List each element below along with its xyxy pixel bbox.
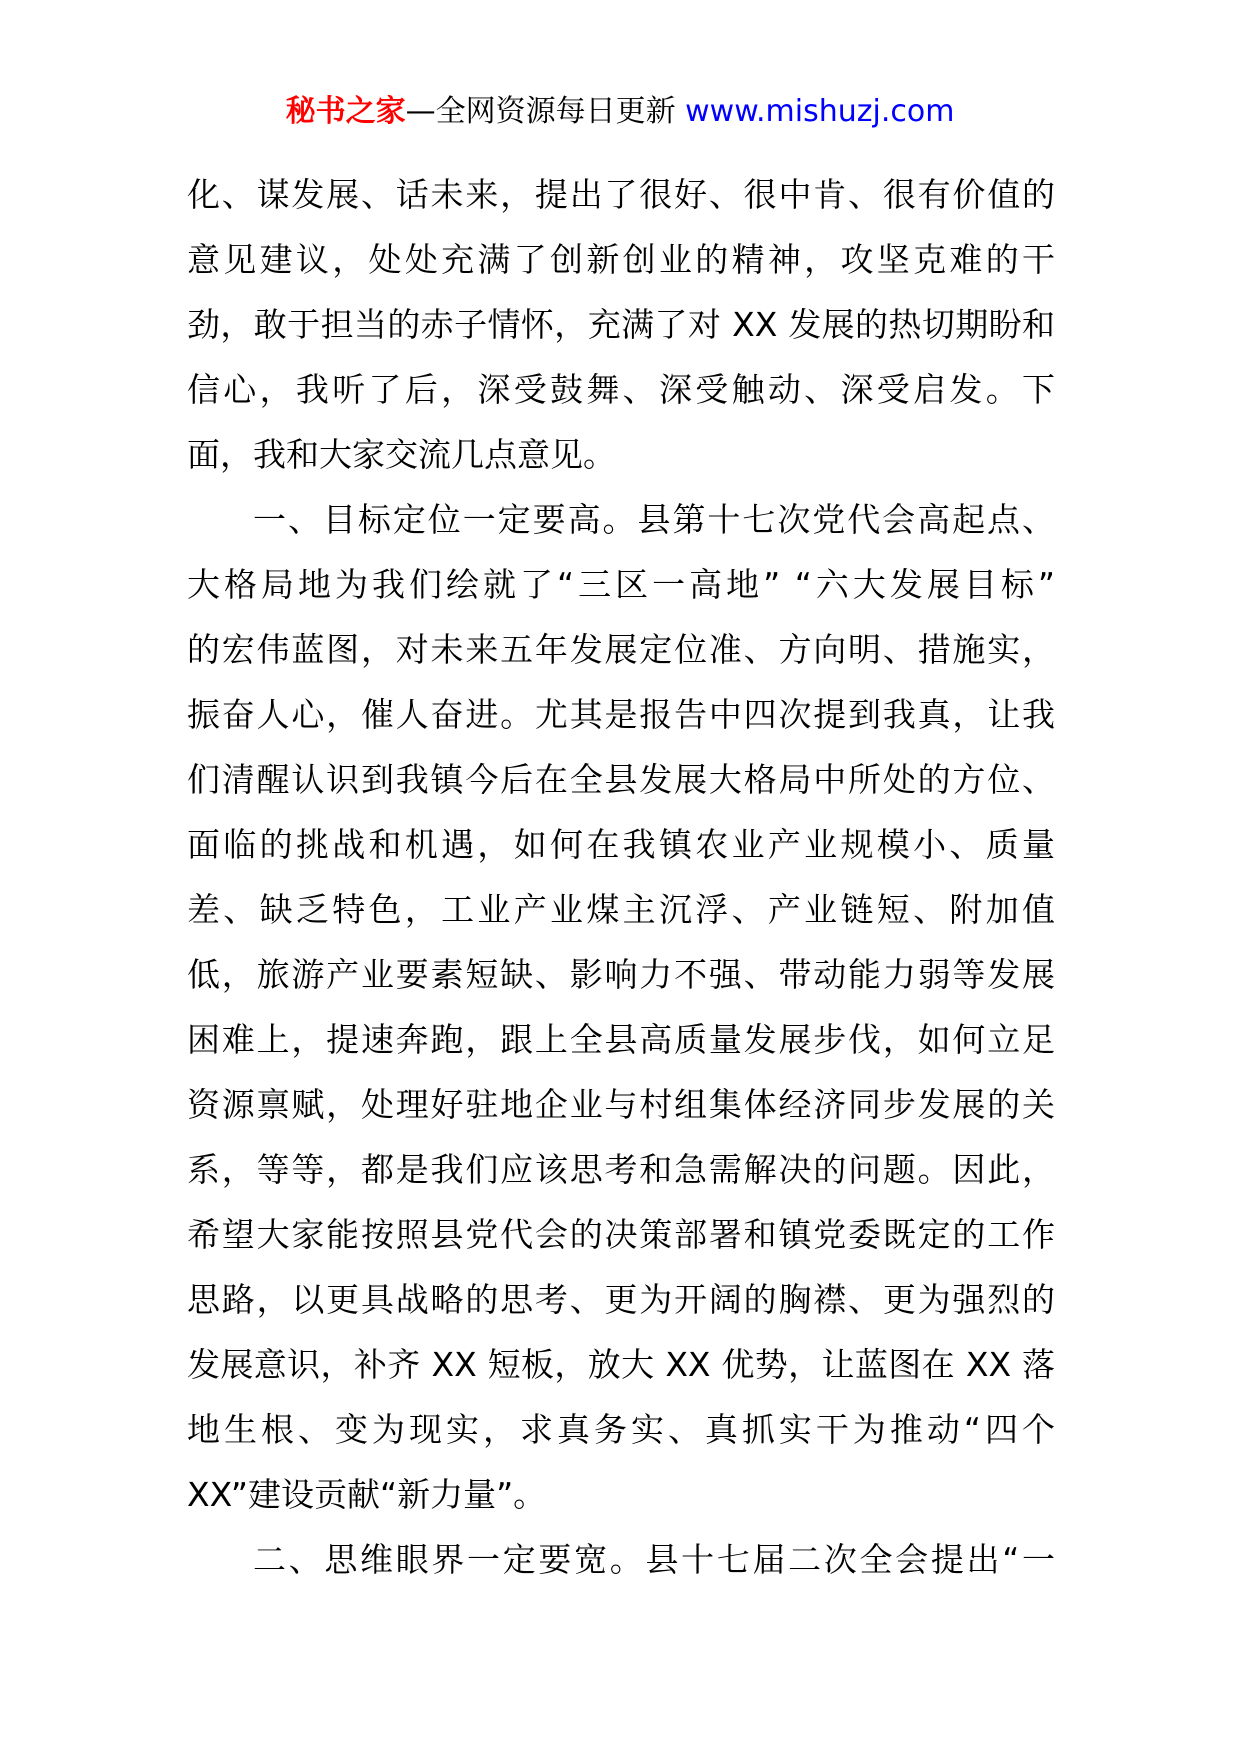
site-url-link[interactable]: www.mishuzj.com	[685, 94, 955, 129]
paragraph-line: 劲，敢于担当的赤子情怀，充满了对 XX 发展的热切期盼和	[187, 305, 1055, 344]
paragraph-line: 信心，我听了后，深受鼓舞、深受触动、深受启发。下	[187, 370, 1055, 409]
paragraph-line: 一、目标定位一定要高。县第十七次党代会高起点、	[253, 500, 1055, 539]
paragraph-2	[187, 487, 1055, 1527]
header-slogan: —全网资源每日更新	[405, 94, 686, 129]
paragraph-line: 低，旅游产业要素短缺、影响力不强、带动能力弱等发展	[187, 955, 1055, 994]
paragraph-line: 思路，以更具战略的思考、更为开阔的胸襟、更为强烈的	[187, 1280, 1055, 1319]
document-body	[187, 162, 1055, 1592]
paragraph-line: 差、缺乏特色，工业产业煤主沉浮、产业链短、附加值	[187, 890, 1055, 929]
paragraph-line: 大格局地为我们绘就了“三区一高地” “六大发展目标”	[187, 565, 1055, 604]
site-name: 秘书之家	[285, 94, 406, 129]
paragraph-line: 希望大家能按照县党代会的决策部署和镇党委既定的工作	[187, 1215, 1055, 1254]
paragraph-line: 二、思维眼界一定要宽。县十七届二次全会提出“一	[253, 1540, 1055, 1579]
paragraph-line: 资源禀赋，处理好驻地企业与村组集体经济同步发展的关	[187, 1085, 1055, 1124]
paragraph-line: 意见建议，处处充满了创新创业的精神，攻坚克难的干	[187, 240, 1055, 279]
paragraph-1	[187, 162, 1055, 487]
paragraph-line: 系，等等，都是我们应该思考和急需解决的问题。因此，	[187, 1150, 1055, 1189]
paragraph-line: 面，我和大家交流几点意见。	[187, 435, 616, 474]
paragraph-line: 发展意识，补齐 XX 短板，放大 XX 优势，让蓝图在 XX 落	[187, 1345, 1055, 1384]
paragraph-line: 地生根、变为现实，求真务实、真抓实干为推动“四个	[187, 1410, 1055, 1449]
paragraph-line: 困难上，提速奔跑，跟上全县高质量发展步伐，如何立足	[187, 1020, 1055, 1059]
paragraph-line: 的宏伟蓝图，对未来五年发展定位准、方向明、措施实，	[187, 630, 1055, 669]
paragraph-line: 振奋人心，催人奋进。尤其是报告中四次提到我真，让我	[187, 695, 1055, 734]
paragraph-line: XX”建设贡献“新力量”。	[187, 1475, 547, 1514]
paragraph-line: 们清醒认识到我镇今后在全县发展大格局中所处的方位、	[187, 760, 1055, 799]
document-header	[0, 92, 1240, 132]
paragraph-line: 面临的挑战和机遇，如何在我镇农业产业规模小、质量	[187, 825, 1055, 864]
paragraph-3	[187, 1527, 1055, 1592]
paragraph-line: 化、谋发展、话未来，提出了很好、很中肯、很有价值的	[187, 175, 1055, 214]
